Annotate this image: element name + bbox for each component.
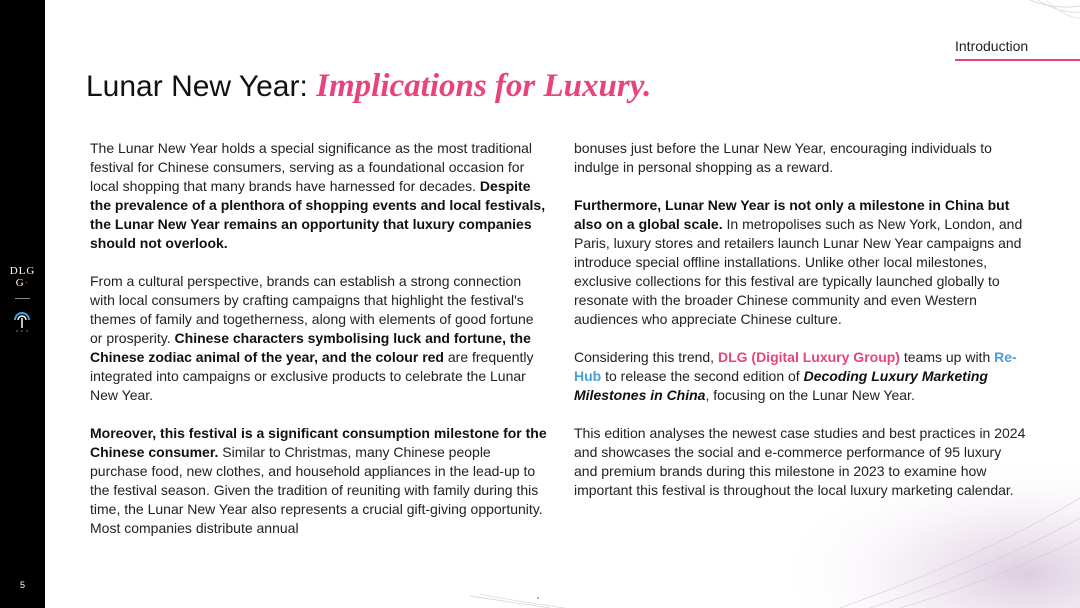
right-column [574,139,1026,519]
decorative-lines-bottom [470,594,590,608]
paragraph-1 [90,139,548,253]
page-title [86,64,651,109]
paragraph-6-text-a: Considering this trend, [574,349,718,365]
sidebar [0,0,45,608]
paragraph-3-text: Similar to Christmas, many Chinese people purchase food, new clothes, and household appliances in the lead-up to the festival season. Given the tradition of reuniting with family during this time, the Lunar New Year also represents a crucial gift-giving opportunity. Most companies distribute annual [90,444,543,536]
paragraph-5-bold: Furthermore, Lunar New Year is not only a milestone in China but also on a global scale. [574,197,1010,232]
section-label: Introduction [955,38,1029,54]
section-underline [955,59,1080,61]
dlg-logo-line2: G [15,277,25,289]
dlg-logo-line1: DLG [9,265,36,277]
paragraph-5 [574,196,1026,329]
paragraph-7: This edition analyses the newest case studies and best practices in 2024 and showcases the social and e-commerce performance of 95 luxury and premium brands during this milestone in 2023 to examine how important this festival is throughout the local luxury marketing calendar. [574,425,1026,498]
dlg-logo [0,265,45,289]
paragraph-6 [574,348,1026,405]
paragraph-1-bold: Despite the prevalence of a plenthora of shopping events and local festivals, the Lunar New Year remains an opportunity that luxury companies should not overlook. [90,178,546,251]
paragraph-1-text: The Lunar New Year holds a special significance as the most traditional festival for Chinese consumers, serving as a foundational occasion for local shopping that many brands have harnessed for decades. [90,140,533,194]
page-title-plain: Lunar New Year: [86,70,317,103]
left-column [90,139,548,557]
paragraph-6-text-c: to release the second edition of [601,368,804,384]
paragraph-6-text-b: teams up with [899,349,995,365]
page-title-accent: Implications for Luxury. [316,68,652,104]
paragraph-6-text-d: , focusing on the Lunar New Year. [705,387,915,403]
paragraph-2 [90,272,548,405]
rehub-link[interactable]: Re-Hub [574,349,1017,384]
paragraph-3-bold: Moreover, this festival is a significant consumption milestone for the Chinese consumer. [90,425,547,460]
dlg-link[interactable]: DLG (Digital Luxury Group) [717,349,900,365]
dlg-logo-dot: · [24,277,30,289]
paragraph-2-text-c: are frequently integrated into campaigns or exclusive products to celebrate the Lunar New Year. [90,349,534,403]
paragraph-5-text: In metropolises such as New York, London, and Paris, luxury stores and retailers launch Lunar New Year campaigns and introduce special offline installations. Unlike other local milestones, exclusive collections for this festival are typically launched globally to resonate with the broader Chinese community and even Western audiences who appreciate Chinese culture. [574,216,1023,327]
page-number: 5 [19,580,25,590]
paragraph-2-text-a: From a cultural perspective, brands can establish a strong connection with local consumers by crafting campaigns that highlight the festival's themes of family and togetherness, along with elements of good fortune or prosperity. [90,273,534,346]
report-title: Decoding Luxury Marketing Milestones in China [574,368,988,403]
decorative-lines-top [1010,0,1080,40]
logo-divider [15,298,30,299]
paragraph-4: bonuses just before the Lunar New Year, encouraging individuals to indulge in personal shopping as a reward. [574,140,992,175]
rehub-logo-icon [9,306,35,334]
paragraph-2-bold: Chinese characters symbolising luck and fortune, the Chinese zodiac animal of the year, and the colour red [90,330,531,365]
paragraph-3 [90,424,548,538]
